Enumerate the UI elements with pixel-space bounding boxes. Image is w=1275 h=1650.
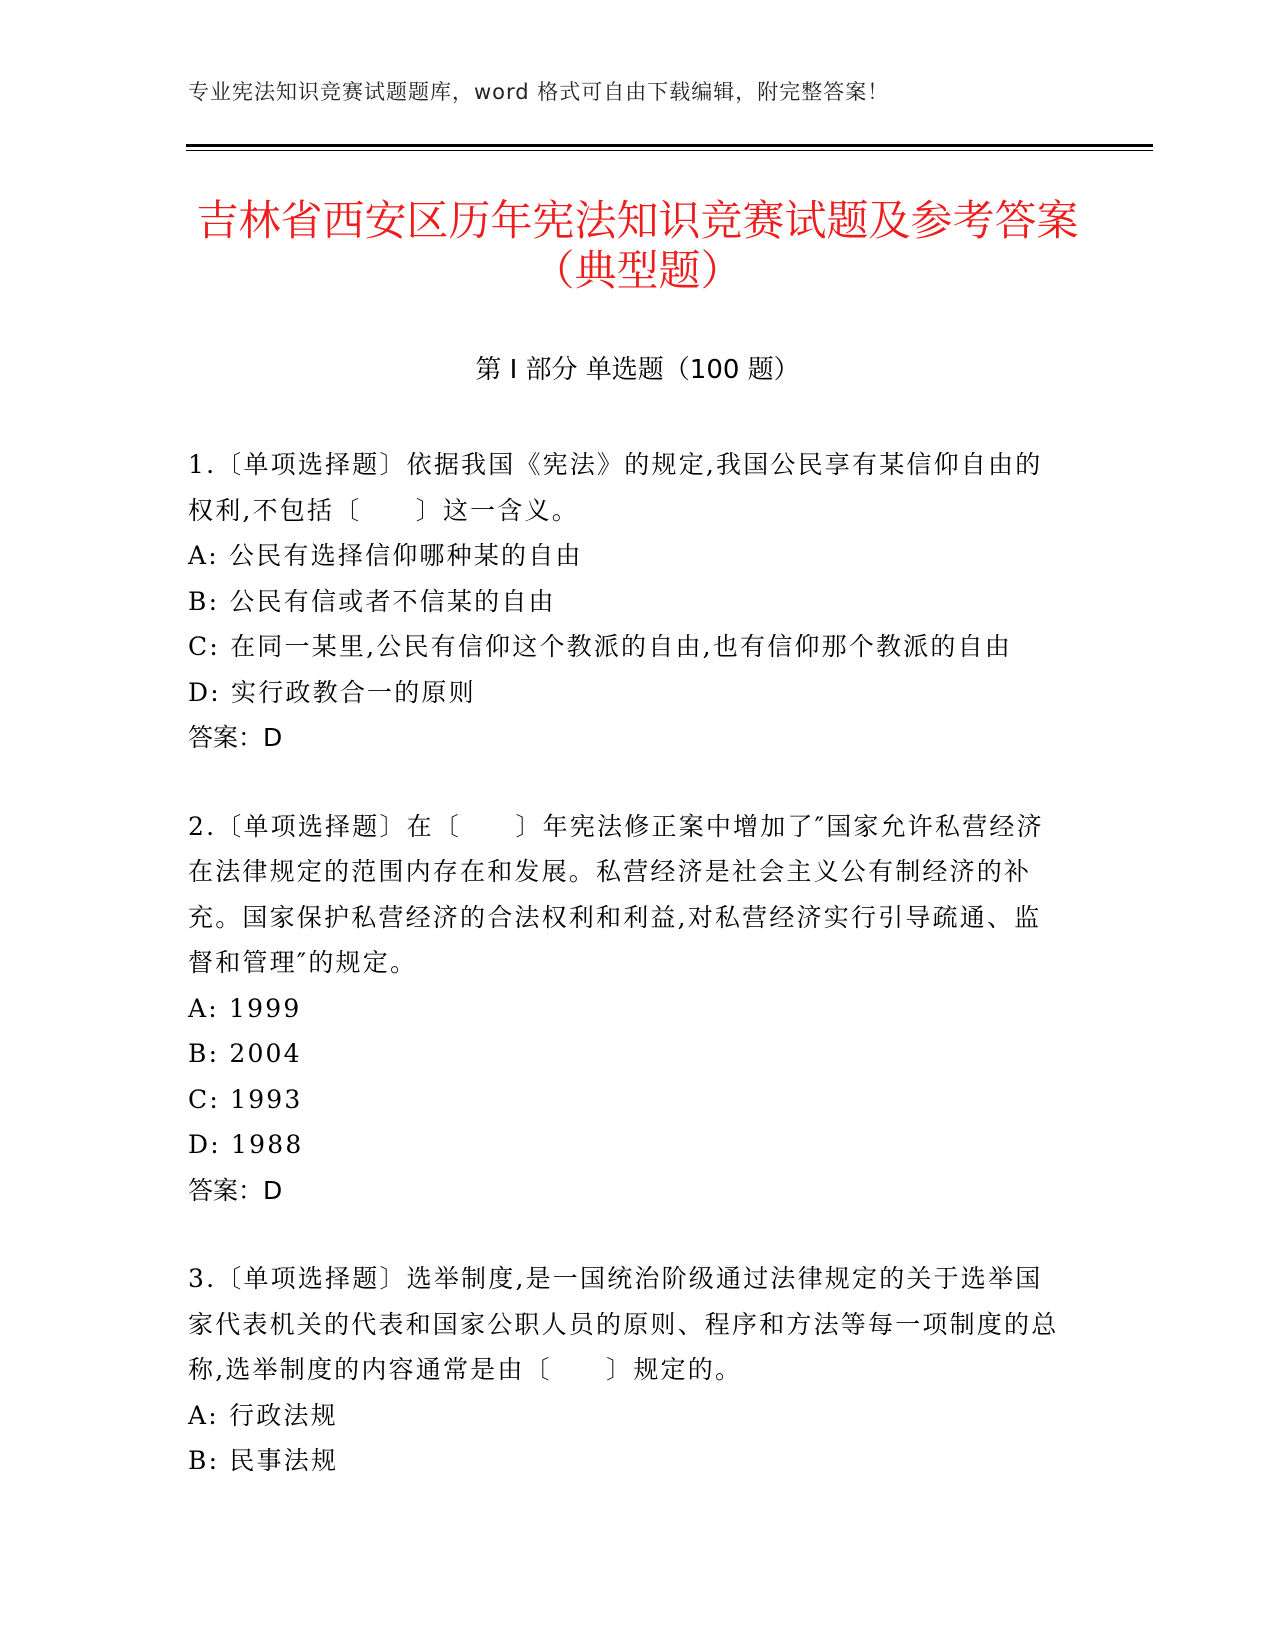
question-1: [188, 442, 1068, 761]
option-c: C: 1993: [188, 1084, 303, 1114]
option-a: A: 1999: [188, 993, 302, 1023]
question-text: 3.〔单项选择题〕选举制度,是一国统治阶级通过法律规定的关于选举国家代表机关的代表和国家公职人员的原则、程序和方法等每一项制度的总称,选举制度的内容通常是由〔 〕规定的。: [188, 1264, 1059, 1384]
option-b: B: 公民有信或者不信某的自由: [188, 586, 556, 616]
option-b: B: 2004: [188, 1039, 302, 1068]
question-text: 2.〔单项选择题〕在〔 〕年宪法修正案中增加了″国家允许私营经济在法律规定的范围内存在和发展。私营经济是社会主义公有制经济的补充。国家保护私营经济的合法权利和利益,对私营经济实行引导疏通、监督和管理″的规定。: [188, 811, 1044, 977]
option-a: A: 行政法规: [188, 1400, 338, 1430]
question-text: 1.〔单项选择题〕依据我国《宪法》的规定,我国公民享有某信仰自由的权利,不包括〔 〕这一含义。: [188, 450, 1043, 525]
question-2: [188, 804, 1068, 1214]
question-3: [188, 1256, 1068, 1484]
answer: 答案：D: [188, 1175, 283, 1205]
header-rule-thick: [186, 144, 1153, 147]
header-rule-thin: [186, 150, 1153, 151]
document-title: 吉林省西安区历年宪法知识竞赛试题及参考答案（典型题）: [196, 196, 1079, 295]
header-note: 专业宪法知识竞赛试题题库，word 格式可自由下载编辑，附完整答案！: [188, 80, 890, 104]
answer: 答案：D: [188, 723, 283, 752]
section-title: 第 I 部分 单选题（100 题）: [475, 355, 800, 385]
option-b: B: 民事法规: [188, 1446, 339, 1475]
option-a: A: 公民有选择信仰哪种某的自由: [188, 541, 583, 570]
questions-list: [188, 442, 1068, 1527]
option-c: C: 在同一某里,公民有信仰这个教派的自由,也有信仰那个教派的自由: [188, 632, 1012, 661]
option-d: D: 1988: [188, 1130, 304, 1159]
option-d: D: 实行政教合一的原则: [188, 677, 476, 707]
